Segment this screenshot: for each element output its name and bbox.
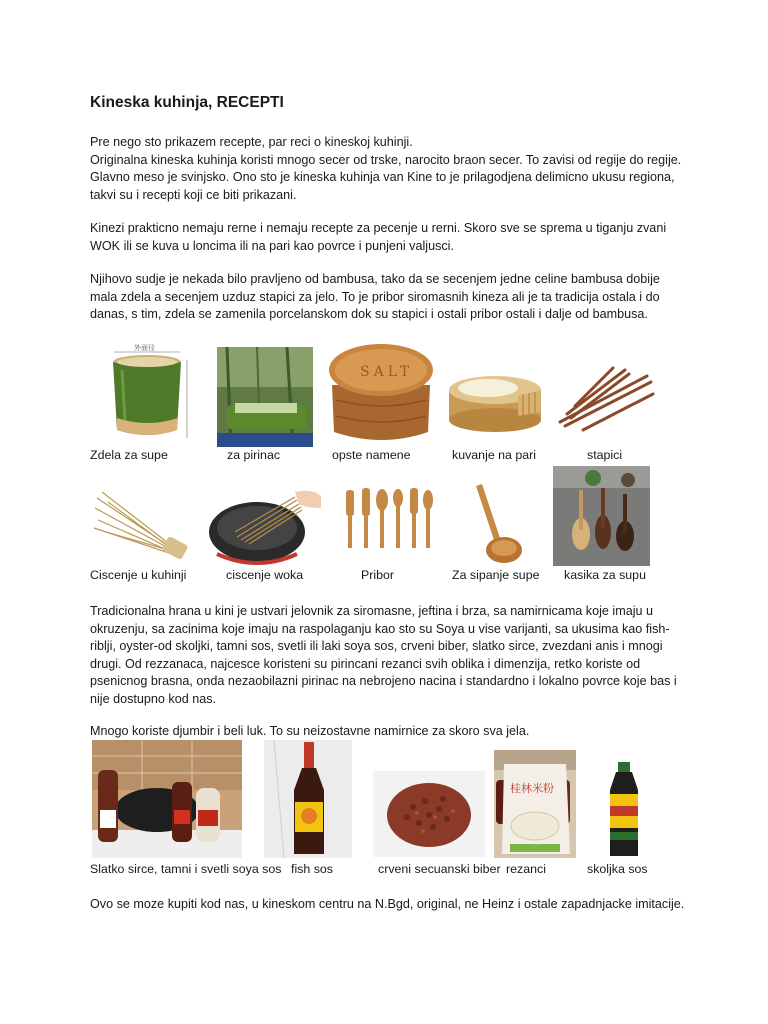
- caption-general-purpose: opste namene: [332, 448, 411, 462]
- oyster-sauce-image: [600, 760, 648, 858]
- noodle-pack-text: 桂林米粉: [510, 782, 554, 795]
- bamboo-paragraph: Njihovo sudje je nekada bilo pravljeno od bambusa, tako da se secenjem jedne celine bambusa dobije mala zdela a secenjem uzduz stapici za jelo. To je pribor siromasnih kineza ali je ta tradicija ostala i do danas, s tim, zdela se zamenila porcelanskom dok su stapici i ostali pribor ostali i dalje od bambusa.: [90, 272, 660, 322]
- caption-noodles: rezanci: [506, 862, 546, 876]
- intro-paragraph: [90, 134, 685, 204]
- soup-spoons-image: [553, 466, 650, 566]
- caption-sichuan-pepper: crveni secuanski biber: [378, 862, 501, 876]
- bamboo-bowl-image: [92, 340, 202, 445]
- chopsticks-image: [555, 362, 655, 434]
- caption-soup-serving: Za sipanje supe: [452, 568, 540, 582]
- caption-kitchen-cleaning: Ciscenje u kuhinji: [90, 568, 187, 582]
- noodles-image: [494, 750, 576, 858]
- ginger-garlic-paragraph: Mnogo koriste djumbir i beli luk. To su neizostavne namirnice za skoro sva jela.: [90, 724, 530, 738]
- intro-line-2: Originalna kineska kuhinja koristi mnogo secer od trske, narocito braon secer. To zavisi od regije do regije. Glavno meso je svinjsko. Ono sto je kineska kuhinja van Kine to je prilagodjena delimicno ukusu regiona, takvi su i recepti koji ce biti prikazani.: [90, 152, 682, 202]
- food-paragraph: Tradicionalna hrana u kini je ustvari jelovnik za siromasne, jeftina i brza, sa namirnicama koje imaju u okruzenju, sa zacinima koje imaju na raspolaganju kao sto su Soya u vise varijanti, sa ukusima kao fish-riblji, oyster-od skoljki, tamni sos, svetli ili laki soya sos, crveni biber, slatko sirce, zvezdani anis i mnogi drugi. Od rezzanaca, najcesce koristeni su pirincani rezanci svih oblika i dimenzija, retko koriste od psenicnog brasna, onda nezaobilazni pirinac na nebrojeno nacina i standardno i lokalno povrce koje bas i nije dostupno kod nas.: [90, 604, 677, 706]
- utensils-image: [340, 484, 438, 550]
- bamboo-rice-image: [217, 347, 313, 447]
- caption-oyster-sauce: skoljka sos: [587, 862, 648, 876]
- salt-lid-text: SALT: [360, 364, 414, 380]
- sichuan-pepper-image: [373, 771, 485, 857]
- steamer-image: [443, 360, 548, 438]
- page-title: Kineska kuhinja, RECEPTI: [90, 94, 284, 111]
- soup-ladle-image: [468, 482, 526, 566]
- caption-soup-bowl: Zdela za supe: [90, 448, 168, 462]
- caption-vinegar-soy: Slatko sirce, tamni i svetli soya sos: [90, 862, 282, 876]
- caption-fish-sauce: fish sos: [291, 862, 334, 876]
- shopping-paragraph: Ovo se moze kupiti kod nas, u kineskom centru na N.Bgd, original, ne Heinz i ostale zapadnjacke imitacije.: [90, 897, 685, 911]
- bowl-dimension-label: 外面径: [134, 344, 155, 352]
- intro-line-1: Pre nego sto prikazem recepte, par reci o kineskoj kuhinji.: [90, 135, 413, 149]
- caption-wok-cleaning: ciscenje woka: [226, 568, 304, 582]
- caption-chopsticks: stapici: [587, 448, 623, 462]
- wok-cleaning-image: [207, 482, 322, 566]
- fish-sauce-image: [264, 740, 352, 858]
- wok-paragraph: Kinezi prakticno nemaju rerne i nemaju recepte za pecenje u rerni. Skoro sve se sprema u tiganju zvani WOK ili se kuva u loncima ili na pari kao povrce i punjeni valjusci.: [90, 221, 667, 253]
- bamboo-brush-image: [92, 488, 192, 562]
- caption-utensils: Pribor: [361, 568, 395, 582]
- caption-steaming: kuvanje na pari: [452, 448, 537, 462]
- caption-soup-spoon: kasika za supu: [564, 568, 646, 582]
- salt-box-image: [322, 340, 440, 448]
- sauces-wok-image: [92, 740, 242, 858]
- caption-rice: za pirinac: [227, 448, 281, 462]
